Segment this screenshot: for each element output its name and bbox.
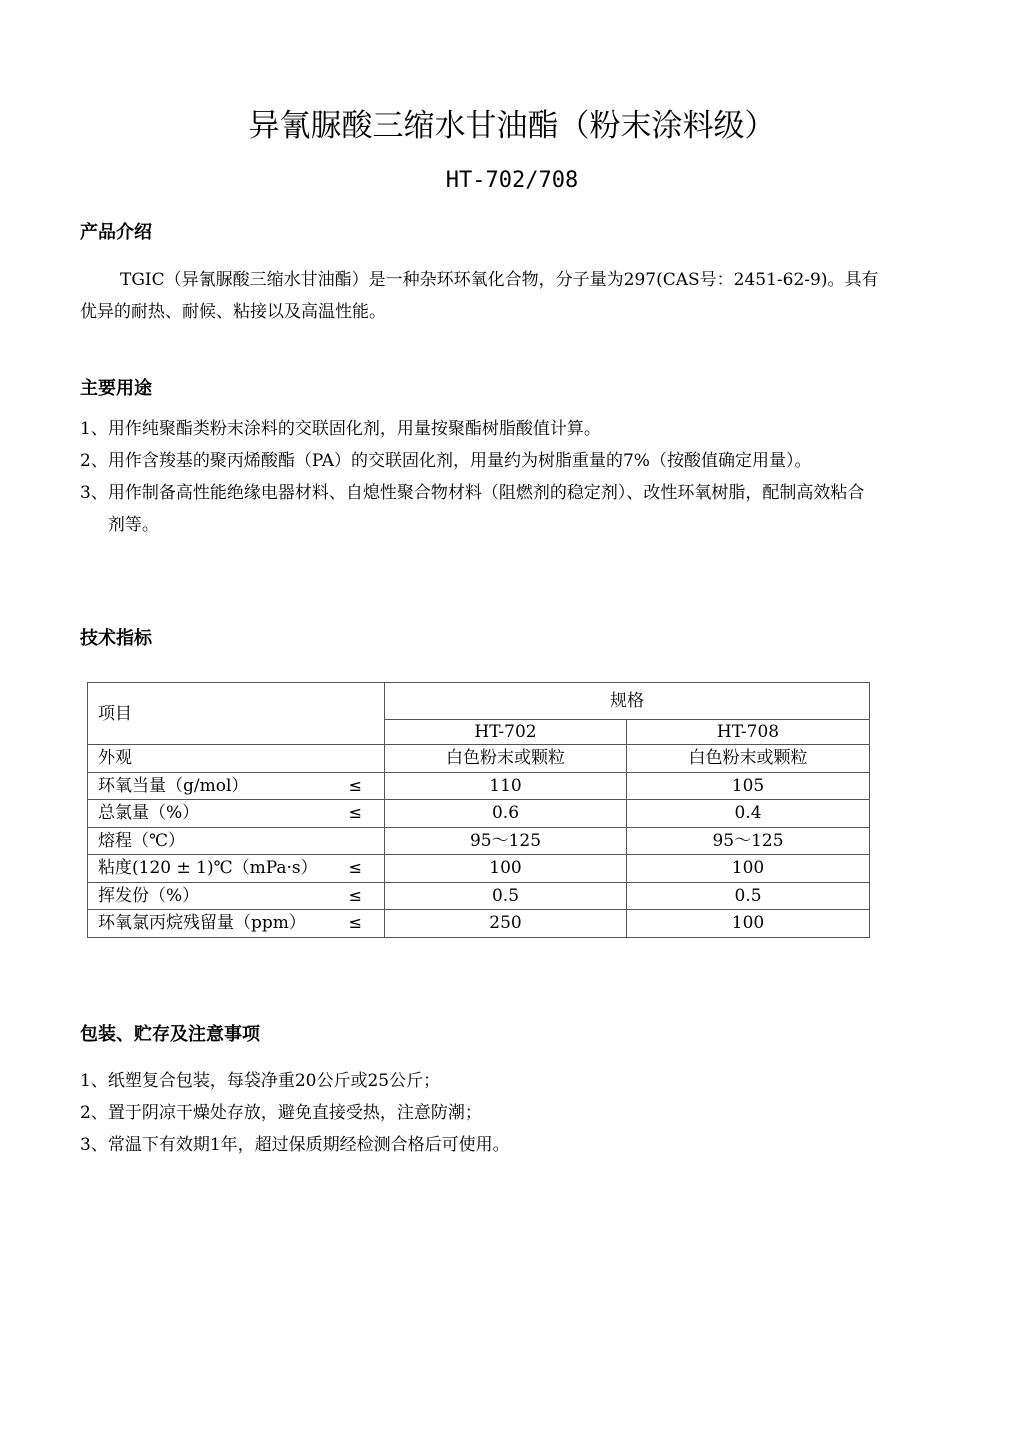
value-cell: 100 [627,910,870,938]
item-label: 粘度(120 ± 1)℃（mPa·s） [98,858,318,879]
list-text: 用作纯聚酯类粉末涂料的交联固化剂，用量按聚酯树脂酸值计算。 [107,419,601,439]
item-cell [88,745,385,773]
list-number: 3、 [80,483,108,503]
page-title: 异氰脲酸三缩水甘油酯（粉末涂料级） [248,108,776,144]
value-cell: 105 [627,772,870,800]
item-label: 挥发份（%） [98,885,200,906]
value-cell: 110 [385,772,627,800]
item-label: 环氧氯丙烷残留量（ppm） [98,913,306,934]
specs-heading: 技术指标 [80,628,152,649]
table-header-row [88,683,870,720]
item-label: 熔程（℃） [98,830,186,851]
list-number: 1、 [80,419,108,439]
packaging-list [80,1065,880,1161]
list-item [80,1129,880,1161]
value-cell: 100 [627,855,870,883]
uses-heading: 主要用途 [80,378,152,399]
list-item [80,477,880,541]
value-cell: 250 [385,910,627,938]
uses-list [80,413,880,541]
item-cell [88,855,385,883]
value-cell: 100 [385,855,627,883]
list-text: 用作含羧基的聚丙烯酸酯（PA）的交联固化剂，用量约为树脂重量的7%（按酸值确定用量）。 [107,451,812,471]
list-item [80,1065,880,1097]
list-item [80,445,880,477]
table-row [88,745,870,773]
list-number: 2、 [80,451,108,471]
table-row [88,827,870,855]
item-label: 环氧当量（g/mol） [98,775,249,796]
value-cell: 95～125 [627,827,870,855]
grade-cell: HT-702 [385,720,627,745]
item-symbol: ≤ [348,803,362,823]
value-cell: 0.4 [627,800,870,828]
list-text: 纸塑复合包装，每袋净重20公斤或25公斤； [107,1071,441,1091]
value-cell: 白色粉末或颗粒 [627,745,870,773]
list-item [80,1097,880,1129]
value-cell: 95～125 [385,827,627,855]
item-label: 外观 [98,748,132,769]
value-cell: 0.5 [627,882,870,910]
item-symbol: ≤ [348,913,362,933]
item-label: 总氯量（%） [98,803,200,824]
item-symbol: ≤ [348,858,362,878]
value-cell: 0.5 [385,882,627,910]
header-item-cell: 项目 [88,683,385,745]
list-number: 2、 [80,1103,108,1123]
value-cell: 白色粉末或颗粒 [385,745,627,773]
item-cell [88,882,385,910]
value-cell: 0.6 [385,800,627,828]
item-symbol: ≤ [348,775,362,795]
intro-paragraph [80,264,880,328]
header-spec-cell: 规格 [385,683,870,720]
list-number: 1、 [80,1071,108,1091]
intro-heading: 产品介绍 [80,222,152,243]
list-text: 置于阴凉干燥处存放，避免直接受热，注意防潮； [107,1103,482,1123]
spec-table [87,682,870,938]
packaging-heading: 包装、贮存及注意事项 [80,1024,260,1045]
list-item [80,413,880,445]
item-cell [88,800,385,828]
table-row [88,855,870,883]
product-code: HT-702/708 [445,168,579,193]
grade-cell: HT-708 [627,720,870,745]
table-row [88,772,870,800]
list-text: 常温下有效期1年，超过保质期经检测合格后可使用。 [107,1135,510,1155]
table-row [88,910,870,938]
item-cell [88,827,385,855]
item-cell [88,910,385,938]
list-text: 用作制备高性能绝缘电器材料、自熄性聚合物材料（阻燃剂的稳定剂）、改性环氧树脂，配制高效粘合剂等。 [107,483,865,535]
table-row [88,882,870,910]
item-cell [88,772,385,800]
table-row [88,800,870,828]
item-symbol: ≤ [348,885,362,905]
list-number: 3、 [80,1135,108,1155]
intro-text: TGIC（异氰脲酸三缩水甘油酯）是一种杂环环氧化合物，分子量为297(CAS号：2451-62-9)。具有优异的耐热、耐候、粘接以及高温性能。 [80,270,879,322]
